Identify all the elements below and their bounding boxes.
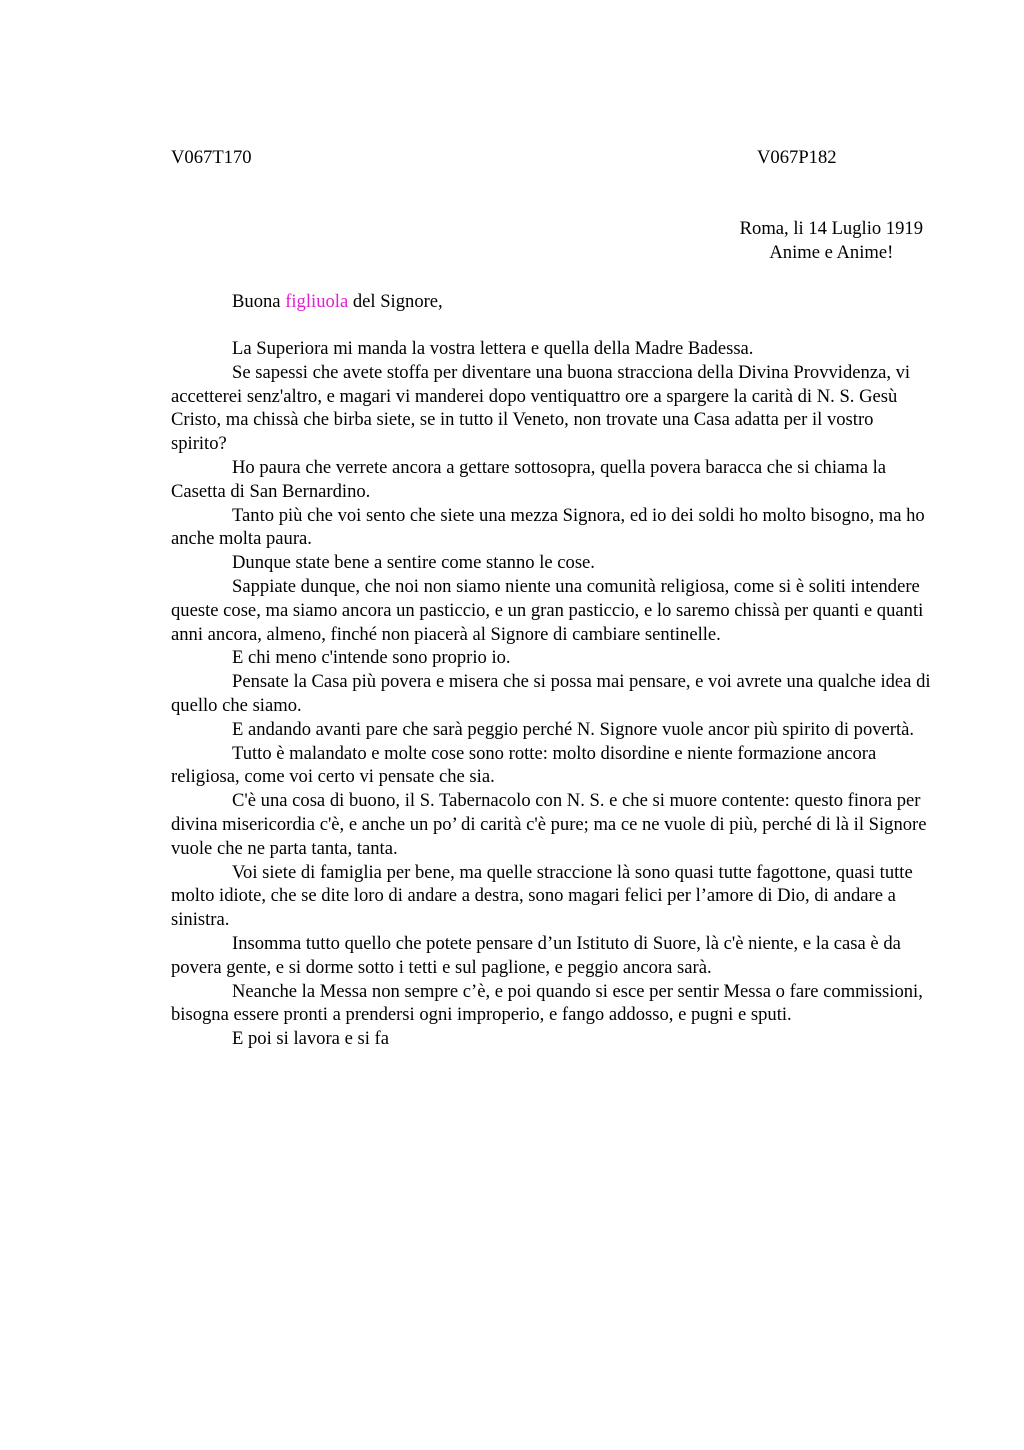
paragraph: E andando avanti pare che sarà peggio perché N. Signore vuole ancor più spirito di povertà. bbox=[232, 718, 915, 740]
letter-date: Roma, li 14 Luglio 1919 bbox=[739, 218, 923, 239]
paragraph: Voi siete di famiglia per bene, ma quelle straccione là sono quasi tutte fagottone, quasi tutte molto idiote, che se dite loro di andare a destra, sono magari felici per l’amore di Dio, di andare a sinistra. bbox=[171, 861, 913, 931]
paragraph: Dunque state bene a sentire come stanno le cose. bbox=[232, 552, 595, 574]
paragraph: E poi si lavora e si fa bbox=[232, 1028, 389, 1050]
right-document-code: V067P182 bbox=[757, 147, 837, 168]
salutation-end: del Signore, bbox=[348, 291, 443, 312]
salutation-highlighted-word: figliuola bbox=[285, 291, 349, 312]
letter-body bbox=[171, 337, 933, 1051]
paragraph: Tutto è malandato e molte cose sono rotte: molto disordine e niente formazione ancora religiosa, come voi certo vi pensate che sia. bbox=[171, 742, 877, 788]
paragraph: Ho paura che verrete ancora a gettare sottosopra, quella povera baracca che si chiama la Casetta di San Bernardino. bbox=[171, 456, 887, 502]
paragraph: Pensate la Casa più povera e misera che si possa mai pensare, e voi avrete una qualche idea di quello che siamo. bbox=[171, 671, 931, 716]
paragraph: La Superiora mi manda la vostra lettera e quella della Madre Badessa. bbox=[232, 338, 754, 359]
salutation bbox=[232, 290, 443, 314]
paragraph: C'è una cosa di buono, il S. Tabernacolo con N. S. e che si muore contente: questo finora per divina misericordia c'è, e anche un po’ di carità c'è pure; ma ce ne vuole di più, perché di là il Signore vuole che ne parta tanta, tanta. bbox=[171, 790, 927, 859]
dateline bbox=[740, 217, 923, 265]
paragraph: Insomma tutto quello che potete pensare d’un Istituto di Suore, là c'è niente, e la casa è da povera gente, e si dorme sotto i tetti e sul paglione, e peggio ancora sarà. bbox=[171, 932, 901, 978]
document-codes bbox=[171, 146, 851, 170]
salutation-start: Buona bbox=[232, 291, 286, 312]
left-document-code: V067T170 bbox=[171, 147, 252, 168]
paragraph: Se sapessi che avete stoffa per diventare una buona stracciona della Divina Provvidenza, vi accetterei senz'altro, e magari vi manderei dopo ventiquattro ore a spargere la carità di N. S. Gesù Cristo, ma chissà che birba siete, se in tutto il Veneto, non trovate una Casa adatta per il vostro spirito? bbox=[171, 361, 911, 455]
paragraph: Tanto più che voi sento che siete una mezza Signora, ed io dei soldi ho molto bisogno, ma ho anche molta paura. bbox=[171, 504, 925, 550]
paragraph: Neanche la Messa non sempre c’è, e poi quando si esce per sentir Messa o fare commissioni, bisogna essere pronti a prendersi ogni improperio, e fango addosso, e pugni e sputi. bbox=[171, 980, 923, 1026]
paragraph: Sappiate dunque, che noi non siamo niente una comunità religiosa, come si è soliti intendere queste cose, ma siamo ancora un pasticcio, e un gran pasticcio, e lo saremo chissà per quanti e quanti anni ancora, almeno, finché non piacerà al Signore di cambiare sentinelle. bbox=[171, 575, 924, 645]
letter-motto: Anime e Anime! bbox=[769, 242, 894, 263]
paragraph: E chi meno c'intende sono proprio io. bbox=[232, 647, 511, 669]
